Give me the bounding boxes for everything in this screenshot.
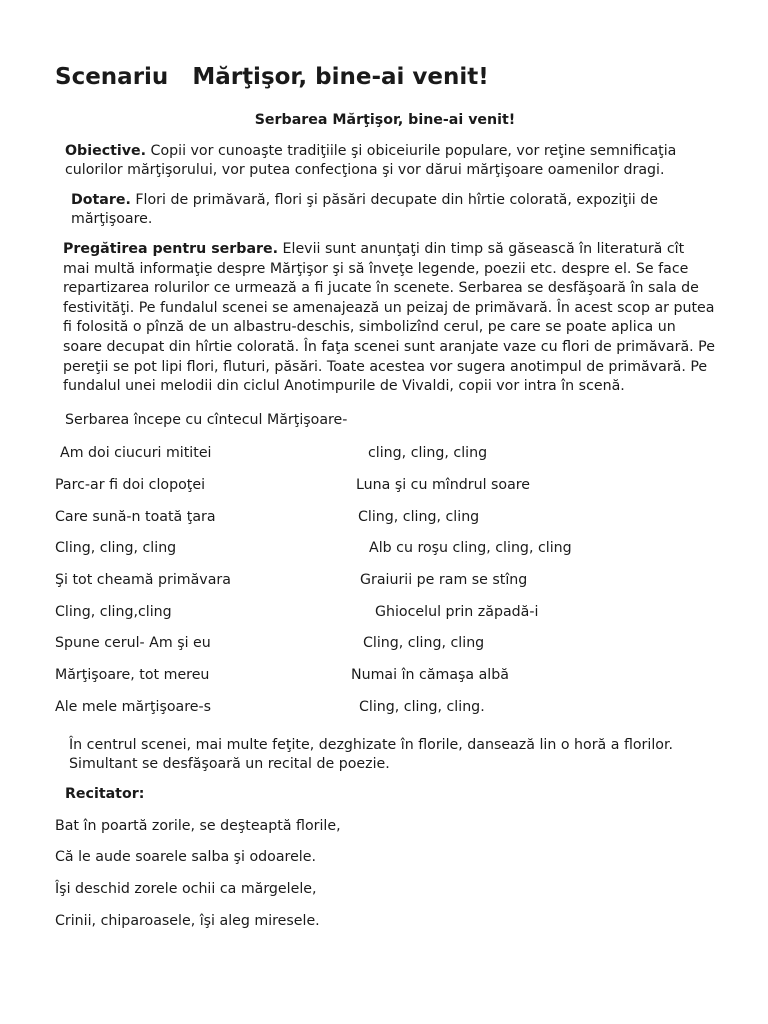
preparation-text: Elevii sunt anunţaţi din timp să găsească în literatură cît mai multă informaţie despre Mărţişor şi să înveţe legende, poezii etc. despre el. Se face repartizarea rolurilor ce urmează a fi jucate în scenete. Serbarea se desfăşoară în sala de festivităţi. Pe fundalul scenei se amenajează un peizaj de primăvară. În acest scop ar putea fi folosită o pînză de un albastru-deschis, simbolizînd cerul, pe care se poate aplica un soare decupat din hîrtie colorată. În faţa scenei sunt aranjate vaze cu flori de primăvară. Pe pereţii se pot lipi flori, fluturi, păsări. Toate acestea vor sugera anotimpul de primăvară. Pe fundalul unei melodii din ciclul Anotimpurile de Vivaldi, copii vor intra în scenă.: [63, 240, 715, 395]
dotare-label: Dotare.: [71, 191, 131, 208]
song-line-right: Cling, cling, cling: [363, 635, 485, 652]
recital-verses: [55, 817, 715, 944]
preparation-label: Pregătirea pentru serbare.: [63, 240, 279, 257]
song-line-left: Care sună-n toată ţara: [55, 508, 216, 525]
song-line-right: Numai în cămaşa albă: [351, 667, 509, 684]
song-line-left: Am doi ciucuri mititei: [60, 445, 212, 462]
dance-paragraph: [55, 736, 715, 775]
dance-text: În centrul scenei, mai multe feţite, dezghizate în florile, dansează lin o horă a florilor. Simultant se desfăşoară un recital de poezie.: [69, 736, 673, 773]
objective-paragraph: [55, 142, 715, 181]
document-title: Scenariu Mărţişor, bine-ai venit!: [55, 64, 489, 90]
song-line: [55, 603, 715, 635]
verse-line: Bat în poartă zorile, se deşteaptă florile,: [55, 817, 341, 834]
song-line: [55, 508, 715, 540]
song-line-right: Graiurii pe ram se stîng: [360, 572, 528, 589]
document-page: [55, 64, 715, 943]
song-intro: Serbarea începe cu cîntecul Mărţişoare-: [65, 411, 348, 428]
objective-text: Copii vor cunoaşte tradiţiile şi obiceiurile populare, vor reţine semnificaţia culorilor mărţişorului, vor putea confecţiona şi vor dărui mărţişoare oamenilor dragi.: [65, 142, 677, 179]
verse-line: Crinii, chiparoasele, îşi aleg miresele.: [55, 912, 320, 929]
song-line-left: Spune cerul- Am şi eu: [55, 635, 211, 652]
song-line-left: Mărţişoare, tot mereu: [55, 667, 210, 684]
song-line-right: Cling, cling, cling.: [359, 698, 485, 715]
song-line: [55, 571, 715, 603]
recitator-label: Recitator:: [65, 785, 145, 802]
song-lines: [55, 444, 715, 729]
song-line-right: cling, cling, cling: [368, 445, 488, 462]
dotare-text: Flori de primăvară, flori şi păsări decupate din hîrtie colorată, expoziţii de mărţişoare.: [71, 191, 658, 228]
preparation-paragraph: [55, 240, 715, 397]
song-line-left: Cling, cling, cling: [55, 540, 177, 557]
song-line-left: Cling, cling,cling: [55, 603, 172, 620]
song-line: [55, 476, 715, 508]
song-line-left: Ale mele mărţişoare-s: [55, 698, 211, 715]
song-line-right: Cling, cling, cling: [358, 508, 480, 525]
song-line-left: Parc-ar fi doi clopoţei: [55, 477, 206, 493]
objective-label: Obiective.: [65, 142, 147, 159]
song-line-left: Şi tot cheamă primăvara: [55, 572, 231, 589]
song-line-right: Luna şi cu mîndrul soare: [356, 477, 531, 493]
song-line: [55, 634, 715, 666]
song-line: [55, 444, 715, 476]
song-line: [55, 698, 715, 730]
dotare-paragraph: [55, 191, 715, 230]
song-line: [55, 666, 715, 698]
song-line-right: Ghiocelul prin zăpadă-i: [375, 603, 539, 620]
song-line: [55, 539, 715, 571]
verse-line: Îşi deschid zorele ochii ca mărgelele,: [55, 881, 317, 898]
song-line-right: Alb cu roşu cling, cling, cling: [369, 540, 572, 557]
verse-line: Că le aude soarele salba şi odoarele.: [55, 849, 316, 866]
document-subtitle: Serbarea Mărţişor, bine-ai venit!: [254, 111, 516, 128]
